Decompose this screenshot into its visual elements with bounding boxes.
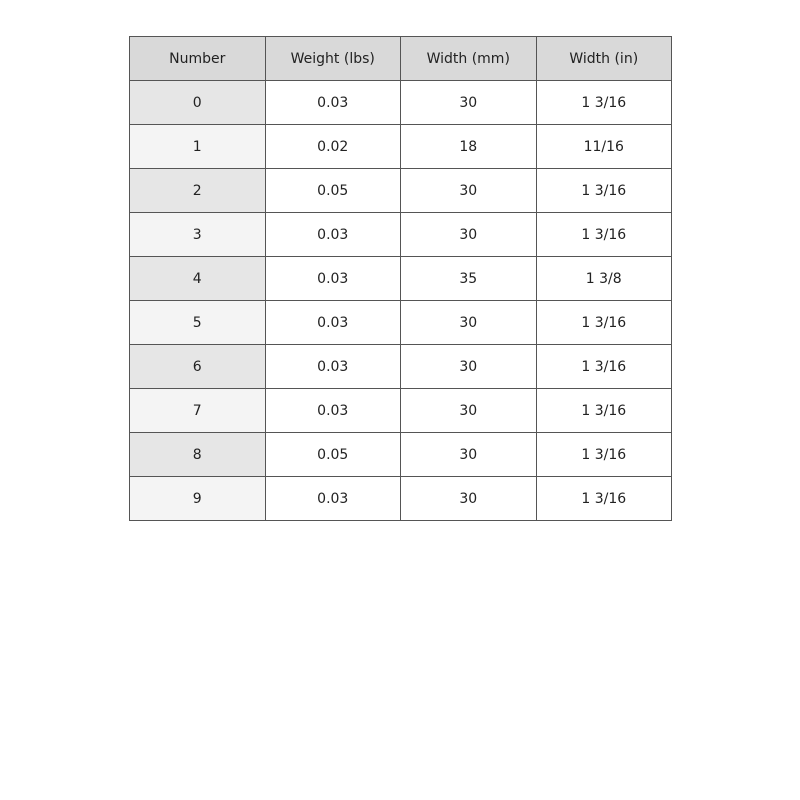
width-mm-cell: 30	[401, 477, 537, 521]
header-row	[130, 37, 672, 81]
table-row	[130, 345, 672, 389]
width-in-cell: 1 3/16	[536, 477, 672, 521]
width-mm-cell: 30	[401, 81, 537, 125]
table-body	[130, 81, 672, 521]
number-cell: 1	[130, 125, 266, 169]
weight-cell: 0.03	[265, 477, 401, 521]
width-mm-cell: 30	[401, 169, 537, 213]
number-cell: 4	[130, 257, 266, 301]
weight-cell: 0.03	[265, 389, 401, 433]
number-cell: 9	[130, 477, 266, 521]
width-in-cell: 1 3/16	[536, 389, 672, 433]
table-row	[130, 169, 672, 213]
width-mm-cell: 30	[401, 433, 537, 477]
table-row	[130, 213, 672, 257]
table-row	[130, 81, 672, 125]
width-in-cell: 1 3/16	[536, 301, 672, 345]
width-in-cell: 11/16	[536, 125, 672, 169]
table-row	[130, 389, 672, 433]
weight-cell: 0.05	[265, 433, 401, 477]
weight-cell: 0.03	[265, 301, 401, 345]
width-in-cell: 1 3/16	[536, 81, 672, 125]
width-mm-cell: 30	[401, 389, 537, 433]
weight-cell: 0.03	[265, 345, 401, 389]
table-row	[130, 257, 672, 301]
number-cell: 0	[130, 81, 266, 125]
width-in-cell: 1 3/16	[536, 433, 672, 477]
header-width-mm: Width (mm)	[401, 37, 537, 81]
width-in-cell: 1 3/8	[536, 257, 672, 301]
table-row	[130, 477, 672, 521]
width-in-cell: 1 3/16	[536, 169, 672, 213]
width-mm-cell: 35	[401, 257, 537, 301]
header-number: Number	[130, 37, 266, 81]
width-mm-cell: 30	[401, 345, 537, 389]
width-in-cell: 1 3/16	[536, 213, 672, 257]
weight-cell: 0.02	[265, 125, 401, 169]
width-in-cell: 1 3/16	[536, 345, 672, 389]
header-weight-lbs: Weight (lbs)	[265, 37, 401, 81]
weight-cell: 0.05	[265, 169, 401, 213]
header-width-in: Width (in)	[536, 37, 672, 81]
width-mm-cell: 30	[401, 301, 537, 345]
number-cell: 6	[130, 345, 266, 389]
size-table	[129, 36, 672, 521]
table-header	[130, 37, 672, 81]
weight-cell: 0.03	[265, 257, 401, 301]
number-cell: 8	[130, 433, 266, 477]
number-cell: 5	[130, 301, 266, 345]
width-mm-cell: 18	[401, 125, 537, 169]
number-cell: 7	[130, 389, 266, 433]
number-cell: 2	[130, 169, 266, 213]
table-row	[130, 125, 672, 169]
table-row	[130, 301, 672, 345]
weight-cell: 0.03	[265, 213, 401, 257]
table-row	[130, 433, 672, 477]
width-mm-cell: 30	[401, 213, 537, 257]
weight-cell: 0.03	[265, 81, 401, 125]
number-cell: 3	[130, 213, 266, 257]
